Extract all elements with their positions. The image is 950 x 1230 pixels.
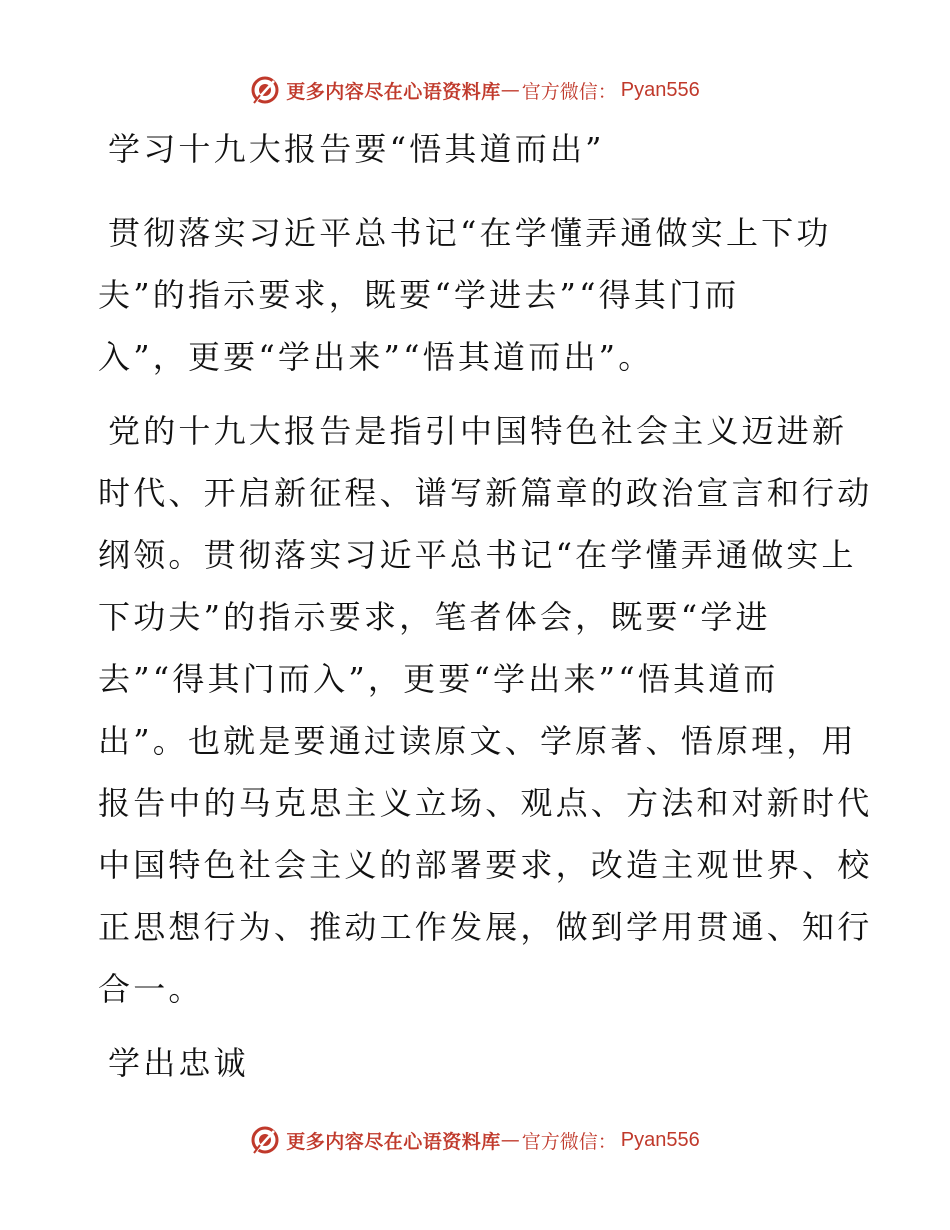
paragraph-line: 时代、开启新征程、谱写新篇章的政治宣言和行动 (98, 474, 873, 512)
watermark-banner-top (0, 70, 950, 110)
document-title: 学习十九大报告要“悟其道而出” (108, 130, 605, 168)
section-subheading: 学出忠诚 (108, 1044, 249, 1082)
paragraph-line: 党的十九大报告是指引中国特色社会主义迈进新 (108, 412, 848, 450)
paragraph-line: 下功夫”的指示要求，笔者体会，既要“学进 (98, 598, 771, 636)
watermark-wechat-id: Pyan556 (620, 1128, 700, 1151)
document-body (98, 118, 873, 1106)
quill-logo-icon (250, 75, 280, 105)
paragraph-line: 中国特色社会主义的部署要求，改造主观世界、校 (98, 846, 873, 884)
paragraph-line: 出”。也就是要通过读原文、学原著、悟原理，用 (98, 722, 857, 760)
paragraph-line: 正思想行为、推动工作发展，做到学用贯通、知行 (98, 908, 873, 946)
paragraph-2 (98, 400, 873, 1020)
watermark-banner-bottom (0, 1120, 950, 1160)
watermark-site-text: 更多内容尽在心语资料库 (286, 1130, 501, 1153)
paragraph-line: 合一。 (98, 970, 204, 1008)
watermark-site-text: 更多内容尽在心语资料库 (286, 80, 501, 103)
watermark-separator: — (500, 1129, 520, 1151)
paragraph-line: 入”，更要“学出来”“悟其道而出”。 (98, 338, 654, 376)
paragraph-line: 纲领。贯彻落实习近平总书记“在学懂弄通做实上 (98, 536, 857, 574)
paragraph-1 (98, 202, 850, 388)
paragraph-line: 去”“得其门而入”，更要“学出来”“悟其道而 (98, 660, 779, 698)
watermark-wechat-label: 官方微信： (521, 1130, 617, 1153)
quill-logo-icon (250, 1125, 280, 1155)
paragraph-line: 夫”的指示要求，既要“学进去”“得其门而 (98, 276, 740, 314)
paragraph-line: 报告中的马克思主义立场、观点、方法和对新时代 (98, 784, 873, 822)
paragraph-line: 贯彻落实习近平总书记“在学懂弄通做实上下功 (108, 214, 832, 252)
watermark-separator: — (500, 79, 520, 101)
watermark-wechat-id: Pyan556 (620, 78, 700, 101)
watermark-wechat-label: 官方微信： (521, 80, 617, 103)
